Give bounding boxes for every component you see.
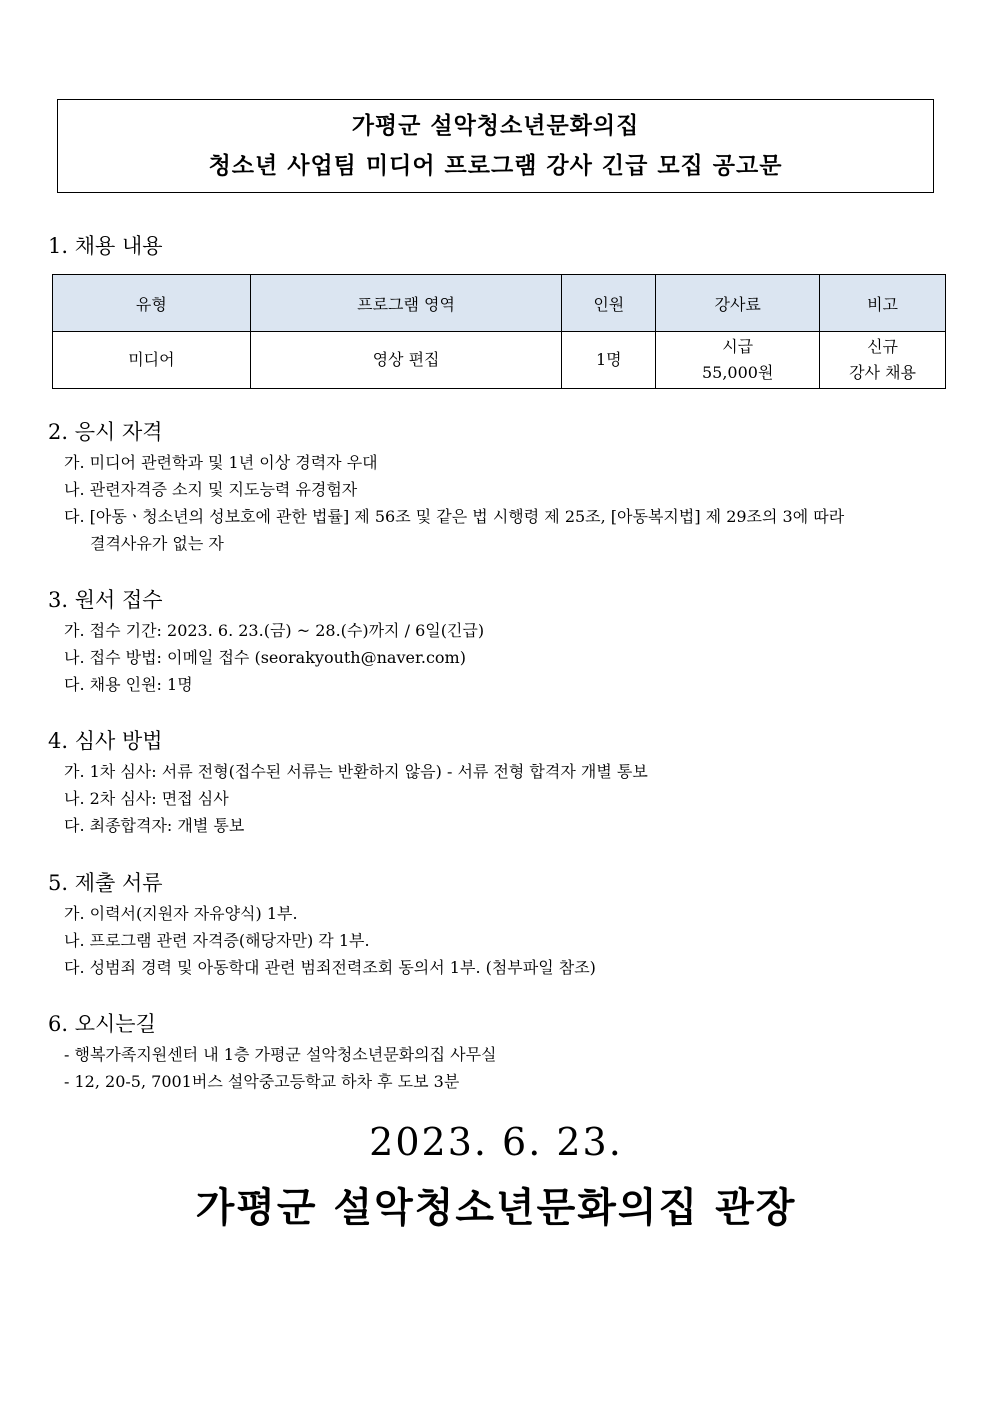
cell-area: 영상 편집 bbox=[250, 332, 562, 389]
section-5-item-a: 가. 이력서(지원자 자유양식) 1부. bbox=[64, 904, 298, 923]
title-line-1: 가평군 설악청소년문화의집 bbox=[351, 112, 640, 139]
note-line-1: 신규 bbox=[867, 337, 899, 356]
fee-line-1: 시급 bbox=[722, 337, 754, 356]
section-2-heading: 2. 응시 자격 bbox=[48, 420, 163, 444]
header-count: 인원 bbox=[562, 275, 656, 332]
section-2-item-c-cont: 결격사유가 없는 자 bbox=[90, 534, 224, 553]
section-6-item-1: - 행복가족지원센터 내 1층 가평군 설악청소년문화의집 사무실 bbox=[64, 1045, 497, 1064]
header-type: 유형 bbox=[53, 275, 251, 332]
section-2-item-a: 가. 미디어 관련학과 및 1년 이상 경력자 우대 bbox=[64, 453, 378, 472]
section-5-item-c: 다. 성범죄 경력 및 아동학대 관련 범죄전력조회 동의서 1부. (첨부파일 참조) bbox=[64, 958, 596, 977]
section-5-heading: 5. 제출 서류 bbox=[48, 871, 163, 895]
cell-count: 1명 bbox=[562, 332, 656, 389]
section-2-item-c: 다. [아동ㆍ청소년의 성보호에 관한 법률] 제 56조 및 같은 법 시행령 제 25조, [아동복지법] 제 29조의 3에 따라 bbox=[64, 507, 845, 526]
header-note: 비고 bbox=[820, 275, 946, 332]
section-6-item-2: - 12, 20-5, 7001버스 설악중고등학교 하차 후 도보 3분 bbox=[64, 1072, 460, 1091]
section-1-heading: 1. 채용 내용 bbox=[48, 234, 163, 258]
section-2-item-b: 나. 관련자격증 소지 및 지도능력 유경험자 bbox=[64, 480, 358, 499]
title-line-2: 청소년 사업팀 미디어 프로그램 강사 긴급 모집 공고문 bbox=[208, 152, 783, 179]
cell-fee bbox=[656, 332, 820, 389]
note-line-2: 강사 채용 bbox=[849, 363, 917, 382]
recruitment-table bbox=[52, 274, 946, 389]
section-4-item-b: 나. 2차 심사: 면접 심사 bbox=[64, 789, 229, 808]
header-fee: 강사료 bbox=[656, 275, 820, 332]
section-3-item-a: 가. 접수 기간: 2023. 6. 23.(금) ~ 28.(수)까지 / 6일(긴급) bbox=[64, 621, 485, 640]
cell-note bbox=[820, 332, 946, 389]
cell-type: 미디어 bbox=[53, 332, 251, 389]
footer-date: 2023. 6. 23. bbox=[369, 1120, 623, 1164]
footer-org: 가평군 설악청소년문화의집 관장 bbox=[195, 1184, 797, 1231]
section-4-heading: 4. 심사 방법 bbox=[48, 729, 163, 753]
section-3-item-b: 나. 접수 방법: 이메일 접수 (seorakyouth@naver.com) bbox=[64, 648, 466, 667]
section-3-heading: 3. 원서 접수 bbox=[48, 588, 163, 612]
section-3-item-c: 다. 채용 인원: 1명 bbox=[64, 675, 193, 694]
section-5-item-b: 나. 프로그램 관련 자격증(해당자만) 각 1부. bbox=[64, 931, 370, 950]
table-row bbox=[53, 332, 946, 389]
table-header-row bbox=[53, 275, 946, 332]
title-box bbox=[57, 99, 934, 193]
header-area: 프로그램 영역 bbox=[250, 275, 562, 332]
section-4-item-c: 다. 최종합격자: 개별 통보 bbox=[64, 816, 245, 835]
fee-line-2: 55,000원 bbox=[701, 363, 774, 382]
section-6-heading: 6. 오시는길 bbox=[48, 1012, 156, 1036]
section-4-item-a: 가. 1차 심사: 서류 전형(접수된 서류는 반환하지 않음) - 서류 전형 합격자 개별 통보 bbox=[64, 762, 648, 781]
